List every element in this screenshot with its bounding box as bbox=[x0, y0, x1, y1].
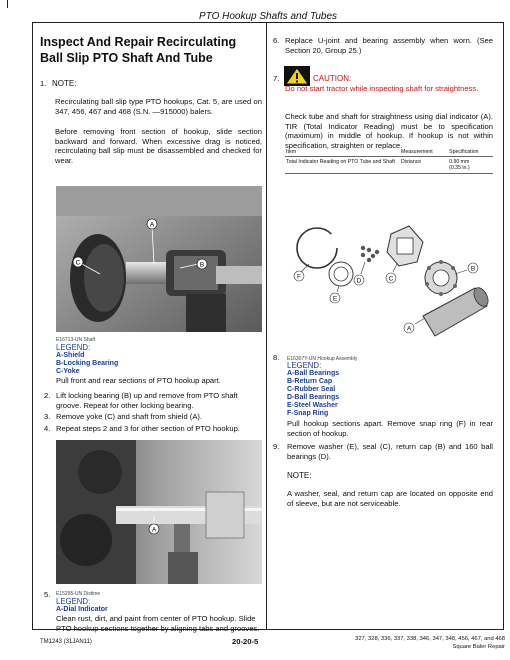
spec-header-item: Item bbox=[285, 148, 400, 157]
callout-dial-a: A bbox=[151, 526, 157, 534]
step-9-text: Remove washer (E), seal (C), return cap (B) and 160 ball bearings (D). bbox=[287, 442, 493, 461]
callout-b: B bbox=[199, 261, 205, 269]
fig-1-legend-label: LEGEND: bbox=[56, 343, 91, 352]
fig-2-caption: E15295-UN Distime bbox=[56, 591, 101, 597]
callout-e: E bbox=[332, 295, 338, 303]
step-8-text: Pull hookup sections apart. Remove snap ring (F) in rear section of hookup. bbox=[287, 419, 493, 438]
footer-models bbox=[300, 636, 505, 651]
step-9-number: 9. bbox=[273, 442, 280, 451]
callout-d: D bbox=[356, 277, 362, 285]
fig-1-instruction: Pull front and rear sections of PTO hookup apart. bbox=[56, 376, 221, 385]
hookup-assembly-drawing bbox=[285, 214, 493, 344]
legend-item-shield: A-Shield bbox=[56, 352, 85, 359]
dial-indicator-photo bbox=[56, 440, 262, 584]
step-7-number: 7. bbox=[273, 74, 280, 83]
section-title: Inspect And Repair Recirculating Ball Slip PTO Shaft And Tube bbox=[40, 35, 237, 65]
spec-table bbox=[285, 148, 493, 174]
legend-item-return-cap: B-Return Cap bbox=[287, 378, 333, 385]
spec-cell-item: Total Indicator Reading on PTO Tube and Shaft bbox=[285, 157, 400, 174]
step-2-number: 2. bbox=[44, 391, 51, 400]
callout-f: F bbox=[297, 273, 301, 281]
caution-label: CAUTION: bbox=[313, 74, 352, 83]
legend-item-ball-bearings-a: A-Ball Bearings bbox=[287, 370, 340, 377]
step-5-number: 5. bbox=[44, 590, 51, 599]
step-6-text: Replace U-joint and bearing assembly when worn. (See Section 20, Group 25.) bbox=[285, 36, 493, 55]
footer-page-number: 20-20-5 bbox=[232, 637, 259, 646]
legend-item-snap-ring: F-Snap Ring bbox=[287, 410, 329, 417]
step-7-text: Check tube and shaft for straightness using dial indicator (A). TIR (Total Indicator Reading) must be to specification (maximum) in middle of hookup. If hookup is not within specification, straighten or replace. bbox=[285, 112, 493, 150]
step-3-text: Remove yoke (C) and shaft from shield (A). bbox=[56, 412, 203, 421]
callout-b: B bbox=[470, 265, 476, 273]
page-header-title: PTO Hookup Shafts and Tubes bbox=[198, 11, 338, 22]
spec-value-in: (0.35 in.) bbox=[449, 165, 470, 171]
step-9-note-text: A washer, seal, and return cap are located on opposite end of sleeve, but are not serviceable. bbox=[287, 489, 493, 508]
legend-item-rubber-seal: C-Rubber Seal bbox=[287, 386, 336, 393]
spec-value-mm: 0.90 mm bbox=[449, 159, 470, 165]
margin-rule bbox=[7, 0, 8, 8]
step-8-number: 8. bbox=[273, 353, 280, 362]
legend-item-yoke: C-Yoke bbox=[56, 368, 80, 375]
callout-c: C bbox=[388, 275, 394, 283]
step-2-text: Lift locking bearing (B) up and remove from PTO shaft groove. Repeat for other locking bearing. bbox=[56, 391, 238, 410]
pto-shaft-photo bbox=[56, 186, 262, 332]
step-1-paragraph-2: Before removing front section of hookup, slide section backward and forward. When excessive drag is noticed, recirculating ball slip must be disassembled and checked for wear. bbox=[55, 127, 262, 165]
spec-cell-measurement: Distance bbox=[400, 157, 448, 174]
legend-item-dial-indicator: A-Dial Indicator bbox=[56, 606, 108, 613]
callout-c: C bbox=[75, 259, 81, 267]
footer-doc-id: TM1243 (31JAN11) bbox=[40, 639, 92, 645]
step-4-text: Repeat steps 2 and 3 for other section of PTO hookup. bbox=[56, 424, 240, 433]
step-9-note-label: NOTE: bbox=[287, 471, 312, 480]
footer-manual-name: Square Baler Repair bbox=[452, 643, 505, 650]
fig-2-legend-label: LEGEND: bbox=[56, 597, 91, 606]
legend-item-ball-bearings-d: D-Ball Bearings bbox=[287, 394, 340, 401]
fig-3-legend-label: LEGEND: bbox=[287, 361, 322, 370]
spec-table-header-row bbox=[285, 148, 493, 157]
spec-header-measurement: Measurement bbox=[400, 148, 448, 157]
footer-model-list: 327, 328, 336, 337, 338, 346, 347, 348, 456, 467, and 468 bbox=[355, 636, 505, 642]
column-divider bbox=[266, 22, 267, 630]
fig-3-caption: E16307Y-UN Hookup Assembly bbox=[287, 356, 358, 362]
step-5-text: Clean rust, dirt, and paint from center of PTO hookup. Slide PTO hookup sections together by aligning tabs and grooves. bbox=[56, 614, 260, 633]
step-1-note-label: NOTE: bbox=[52, 79, 77, 88]
callout-a: A bbox=[149, 221, 155, 229]
step-1-paragraph-1: Recirculating ball slip type PTO hookups, Cat. 5, are used on 347, 456, 467 and 468 (S.N. —915000) balers. bbox=[55, 97, 262, 116]
spec-header-specification: Specification bbox=[448, 148, 493, 157]
step-6-number: 6. bbox=[273, 36, 280, 45]
table-row bbox=[285, 157, 493, 174]
step-1-number: 1. bbox=[40, 79, 47, 88]
caution-text: Do not start tractor while inspecting shaft for straightness. bbox=[285, 84, 479, 93]
step-4-number: 4. bbox=[44, 424, 51, 433]
legend-item-locking-bearing: B-Locking Bearing bbox=[56, 360, 119, 367]
step-3-number: 3. bbox=[44, 412, 51, 421]
legend-item-steel-washer: E-Steel Washer bbox=[287, 402, 338, 409]
callout-a: A bbox=[406, 325, 412, 333]
fig-1-caption: E16713-UN Shaft bbox=[56, 337, 96, 343]
spec-cell-specification bbox=[448, 157, 493, 174]
